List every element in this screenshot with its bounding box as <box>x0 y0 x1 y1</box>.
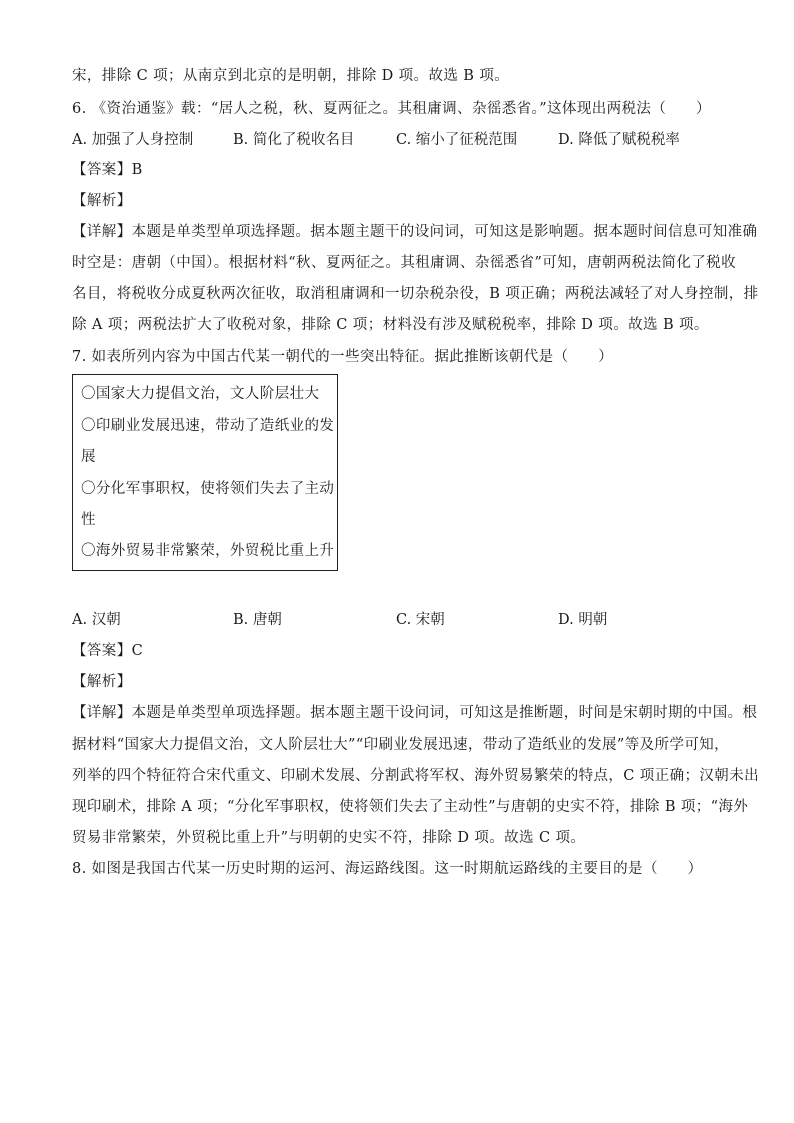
q7-detail-line: 【详解】本题是单类型单项选择题。据本题主题干设问词，可知这是推断题，时间是宋朝时期的中国。根 <box>72 705 758 721</box>
q6-detail-line: 时空是：唐朝（中国）。根据材料“秋、夏两征之。其租庸调、杂徭悉省”可知，唐朝两税法简化了税收 <box>72 255 736 271</box>
q7-analysis-heading: 【解析】 <box>72 674 132 690</box>
q6-option-c: C. 缩小了征税范围 <box>396 132 518 148</box>
question-7-options <box>72 610 722 630</box>
continuation-line: 宋，排除 C 项；从南京到北京的是明朝，排除 D 项。故选 B 项。 <box>72 68 510 84</box>
q6-option-d: D. 降低了赋税税率 <box>558 132 680 148</box>
q6-answer: 【答案】B <box>72 162 143 178</box>
q7-option-b: B. 唐朝 <box>233 612 282 628</box>
question-6-stem: 6. 《资治通鉴》载：“居人之税，秋、夏两征之。其租庸调、杂徭悉省。”这体现出两税法（ ） <box>72 101 711 117</box>
q6-detail-line: 名目，将税收分成夏秋两次征收，取消租庸调和一切杂税杂役，B 项正确；两税法减轻了对人身控制，排 <box>72 286 759 302</box>
q7-detail-line: 列举的四个特征符合宋代重文、印刷术发展、分割武将军权、海外贸易繁荣的特点，C 项正确；汉朝未出 <box>72 768 759 784</box>
q7-detail-line: 现印刷术，排除 A 项；“分化军事职权，使将领们失去了主动性”与唐朝的史实不符，排除 B 项；“海外 <box>72 799 749 815</box>
q7-detail-line: 贸易非常繁荣，外贸税比重上升”与明朝的史实不符，排除 D 项。故选 C 项。 <box>72 830 586 846</box>
q7-option-d: D. 明朝 <box>558 612 608 628</box>
q7-detail-line: 据材料“国家大力提倡文治，文人阶层壮大”“印刷业发展迅速，带动了造纸业的发展”等及所学可知， <box>72 737 730 753</box>
feature-row: 〇国家大力提倡文治，文人阶层壮大 <box>81 386 320 402</box>
feature-row: 〇分化军事职权，使将领们失去了主动 <box>81 481 335 497</box>
q7-answer: 【答案】C <box>72 643 144 659</box>
q7-feature-table <box>72 374 338 571</box>
q6-option-a: A. 加强了人身控制 <box>72 132 194 148</box>
q6-detail-line: 【详解】本题是单类型单项选择题。据本题主题干的设问词，可知这是影响题。据本题时间信息可知准确 <box>72 224 758 240</box>
question-7-stem: 7. 如表所列内容为中国古代某一朝代的一些突出特征。据此推断该朝代是（ ） <box>72 349 614 365</box>
q7-option-a: A. 汉朝 <box>72 612 121 628</box>
q6-option-b: B. 简化了税收名目 <box>233 132 355 148</box>
feature-row: 〇印刷业发展迅速，带动了造纸业的发 <box>81 418 335 434</box>
q6-detail-line: 除 A 项；两税法扩大了收税对象，排除 C 项；材料没有涉及赋税税率，排除 D 项。故选 B 项。 <box>72 317 709 333</box>
question-8-stem: 8. 如图是我国古代某一历史时期的运河、海运路线图。这一时期航运路线的主要目的是（ ） <box>72 861 703 877</box>
feature-row: 展 <box>81 449 96 465</box>
q6-analysis-heading: 【解析】 <box>72 193 132 209</box>
question-6-options <box>72 130 722 150</box>
feature-row: 性 <box>81 512 96 528</box>
q7-option-c: C. 宋朝 <box>396 612 445 628</box>
feature-row: 〇海外贸易非常繁荣，外贸税比重上升 <box>81 543 335 559</box>
